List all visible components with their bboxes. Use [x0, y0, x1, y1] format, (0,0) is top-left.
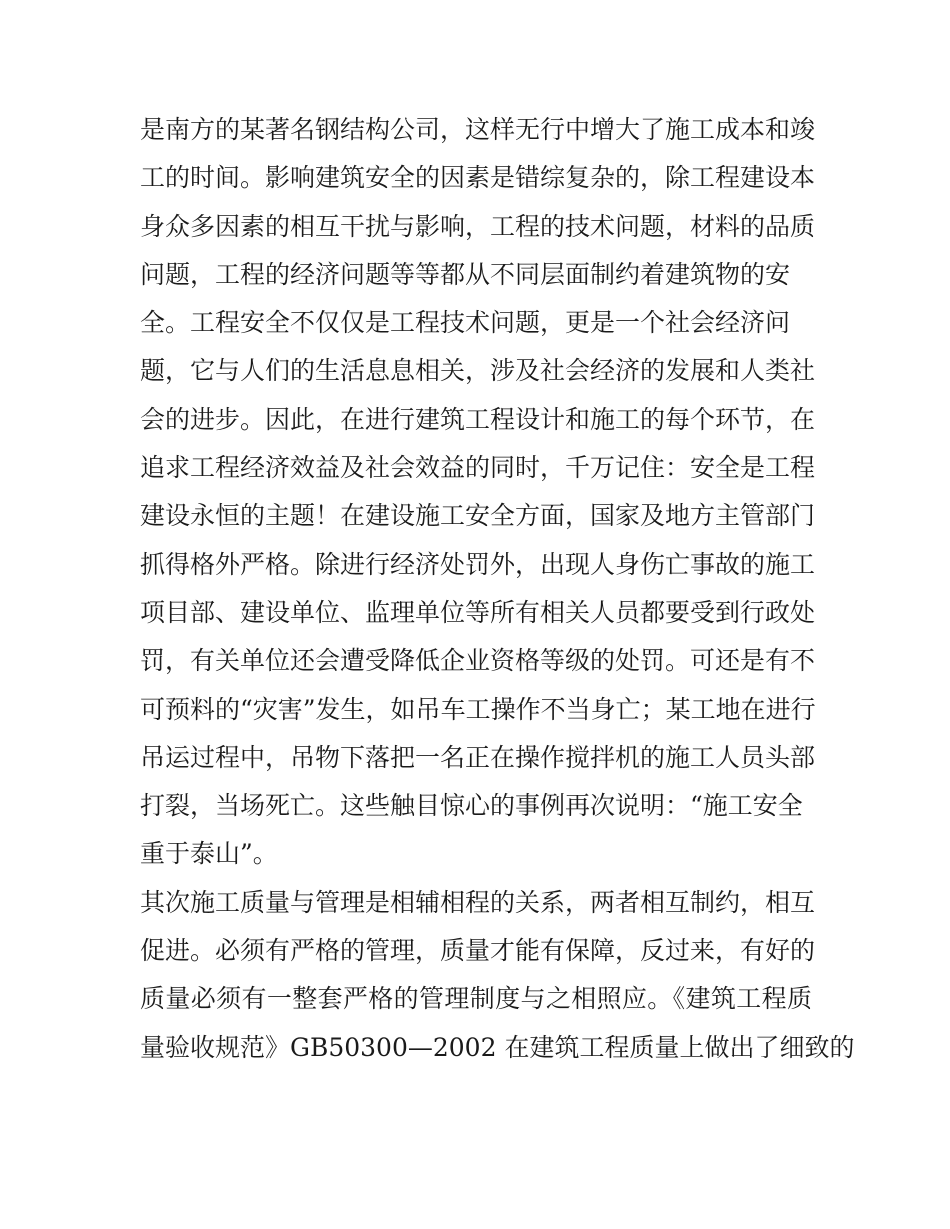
text-line: 全。工程安全不仅仅是工程技术问题，更是一个社会经济问: [140, 308, 791, 338]
text-line: 质量必须有一整套严格的管理制度与之相照应。《建筑工程质: [140, 984, 812, 1014]
text-line: 项目部、建设单位、监理单位等所有相关人员都要受到行政处: [140, 597, 816, 627]
text-line: 是南方的某著名钢结构公司，这样无行中增大了施工成本和竣: [140, 115, 816, 144]
text-line: 追求工程经济效益及社会效益的同时，千万记住：安全是工程: [140, 453, 816, 483]
text-line: 会的进步。因此，在进行建筑工程设计和施工的每个环节，在: [140, 404, 816, 434]
text-line: 促进。必须有严格的管理，质量才能有保障，反过来，有好的: [140, 936, 816, 966]
text-line: 重于泰山”。: [140, 839, 278, 869]
text-line: 工的时间。影响建筑安全的因素是错综复杂的，除工程建设本: [140, 163, 816, 193]
text-line: 建设永恒的主题！在建设施工安全方面，国家及地方主管部门: [140, 501, 816, 531]
text-line: 身众多因素的相互干扰与影响，工程的技术问题，材料的品质: [140, 211, 816, 241]
text-line: 题，它与人们的生活息息相关，涉及社会经济的发展和人类社: [140, 356, 816, 386]
text-line: 其次施工质量与管理是相辅相程的关系，两者相互制约，相互: [140, 887, 816, 917]
text-line: 问题，工程的经济问题等等都从不同层面制约着建筑物的安: [140, 259, 791, 289]
body-text: [140, 106, 855, 1072]
text-line: 吊运过程中，吊物下落把一名正在操作搅拌机的施工人员头部: [140, 742, 816, 772]
text-line: 罚，有关单位还会遭受降低企业资格等级的处罚。可还是有不: [140, 646, 816, 676]
text-line: 打裂，当场死亡。这些触目惊心的事例再次说明：“施工安全: [140, 791, 803, 821]
text-line: 量验收规范》GB50300—2002 在建筑工程质量上做出了细致的: [140, 1032, 855, 1062]
text-line: 抓得格外严格。除进行经济处罚外，出现人身伤亡事故的施工: [140, 549, 816, 579]
text-line: 可预料的“灾害”发生，如吊车工操作不当身亡；某工地在进行: [140, 694, 816, 724]
